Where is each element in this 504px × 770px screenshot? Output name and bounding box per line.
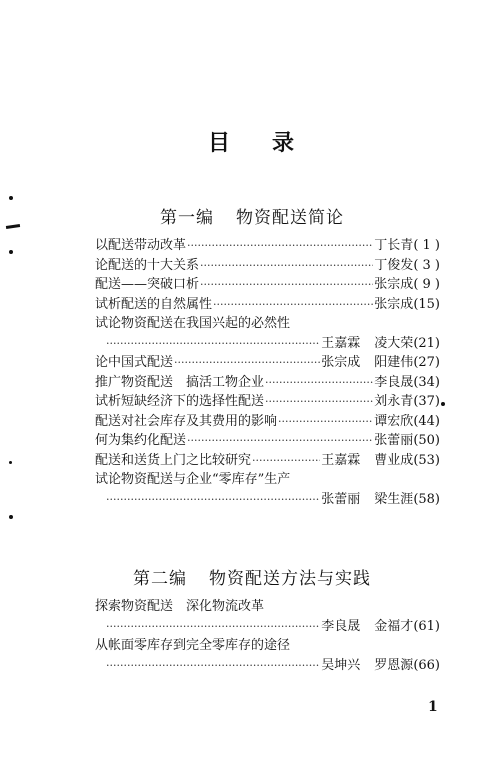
entry-page: (61) — [413, 618, 440, 634]
entry-author: 张宗成 — [374, 277, 414, 292]
entry-author-2: 罗恩源 — [374, 657, 414, 673]
title-char-2: 录 — [272, 130, 297, 156]
dot-leader — [106, 659, 320, 672]
section-name: 物资配送方法与实践 — [209, 569, 371, 589]
entry-page: (15) — [413, 296, 440, 312]
dot-leader — [200, 278, 373, 291]
entry-title: 从帐面零库存到完全零库存的途径 — [95, 638, 291, 653]
entry-author: 张蕾丽 — [321, 491, 361, 507]
entry-title: 论中国式配送 — [95, 355, 174, 370]
toc-entry — [95, 449, 440, 469]
dot-leader — [106, 620, 320, 633]
entry-page: (44) — [413, 413, 440, 429]
entry-title: 试析配送的自然属性 — [95, 296, 213, 312]
toc-entry-title-line — [95, 634, 440, 654]
entry-author: 丁长青 — [374, 238, 414, 253]
entry-author-2: 凌大荣 — [374, 335, 414, 351]
toc-entry — [95, 390, 440, 410]
entry-title: 推广物资配送 搞活工物企业 — [95, 374, 265, 390]
dot-leader — [174, 356, 320, 369]
dot-leader — [106, 337, 320, 350]
entry-page: (27) — [413, 355, 440, 370]
entry-page: ( 9 ) — [413, 277, 440, 292]
toc-entry — [95, 273, 440, 293]
entry-author: 王嘉霖 — [321, 335, 361, 351]
entry-author: 张蕾丽 — [374, 433, 414, 448]
entry-page: (50) — [413, 433, 440, 448]
entry-author-2: 梁生涯 — [374, 491, 414, 507]
entry-title: 试论物资配送在我国兴起的必然性 — [95, 316, 291, 331]
dot-leader — [278, 415, 373, 428]
entry-author: 刘永青 — [374, 394, 414, 409]
toc-list-2 — [95, 595, 440, 673]
toc-entry-title-line — [95, 468, 440, 488]
entry-author-2: 金福才 — [374, 618, 414, 634]
entry-author: 李良晟 — [321, 618, 361, 634]
entry-page: (66) — [413, 657, 440, 673]
dot-leader — [265, 376, 373, 389]
toc-entry-author-line — [95, 615, 440, 635]
entry-author: 李良晟 — [374, 374, 414, 390]
dot-leader — [106, 493, 320, 506]
page-number: 1 — [428, 699, 438, 715]
entry-author: 谭宏欣 — [374, 413, 414, 429]
scan-speck — [9, 196, 13, 200]
entry-author-2: 曹业成 — [374, 452, 414, 468]
dot-leader — [265, 395, 373, 408]
entry-page: (34) — [413, 374, 440, 390]
toc-entry-author-line — [95, 332, 440, 352]
section-number: 第一编 — [160, 208, 214, 228]
scan-speck — [9, 515, 13, 519]
entry-title: 配送对社会库存及其费用的影响 — [95, 413, 278, 429]
entry-author: 丁俊发 — [374, 257, 414, 273]
section-name: 物资配送简论 — [236, 208, 344, 228]
dot-leader — [187, 434, 373, 447]
toc-entry — [95, 410, 440, 430]
entry-title: 配送和送货上门之比较研究 — [95, 452, 252, 468]
entry-page: (58) — [413, 491, 440, 507]
entry-title: 试析短缺经济下的选择性配送 — [95, 394, 265, 409]
section-heading-1 — [0, 203, 504, 228]
toc-entry-title-line — [95, 595, 440, 615]
entry-title: 论配送的十大关系 — [95, 257, 200, 273]
section-number: 第二编 — [133, 569, 187, 589]
entry-page: ( 3 ) — [413, 257, 440, 273]
toc-entry — [95, 254, 440, 274]
toc-entry — [95, 371, 440, 391]
toc-entry — [95, 351, 440, 371]
entry-author: 张宗成 — [374, 296, 414, 312]
scan-speck — [441, 402, 445, 406]
entry-author: 王嘉霖 — [321, 452, 361, 468]
entry-page: ( 1 ) — [413, 238, 440, 253]
title-char-1: 目 — [207, 130, 232, 156]
entry-page: (21) — [413, 335, 440, 351]
entry-author: 吴坤兴 — [321, 657, 361, 673]
scan-speck — [9, 250, 13, 254]
toc-entry — [95, 234, 440, 254]
entry-title: 探索物资配送 深化物流改革 — [95, 599, 265, 614]
entry-page: (37) — [413, 394, 440, 409]
dot-leader — [213, 298, 373, 311]
dot-leader — [200, 259, 373, 272]
dot-leader — [187, 239, 373, 252]
entry-page: (53) — [413, 452, 440, 468]
entry-author-2: 阳建伟 — [374, 355, 414, 370]
entry-author: 张宗成 — [321, 355, 361, 370]
dot-leader — [252, 454, 320, 467]
entry-title: 试论物资配送与企业“零库存”生产 — [95, 472, 291, 487]
scan-speck — [9, 461, 12, 464]
section-heading-2 — [0, 564, 504, 589]
toc-entry-title-line — [95, 312, 440, 332]
toc-list-1 — [95, 234, 440, 507]
page-title — [0, 126, 504, 157]
entry-title: 以配送带动改革 — [95, 238, 187, 253]
toc-entry-author-line — [95, 488, 440, 508]
entry-title: 配送——突破口析 — [95, 277, 200, 292]
toc-entry — [95, 429, 440, 449]
toc-entry-author-line — [95, 654, 440, 674]
entry-title: 何为集约化配送 — [95, 433, 187, 448]
toc-entry — [95, 293, 440, 313]
